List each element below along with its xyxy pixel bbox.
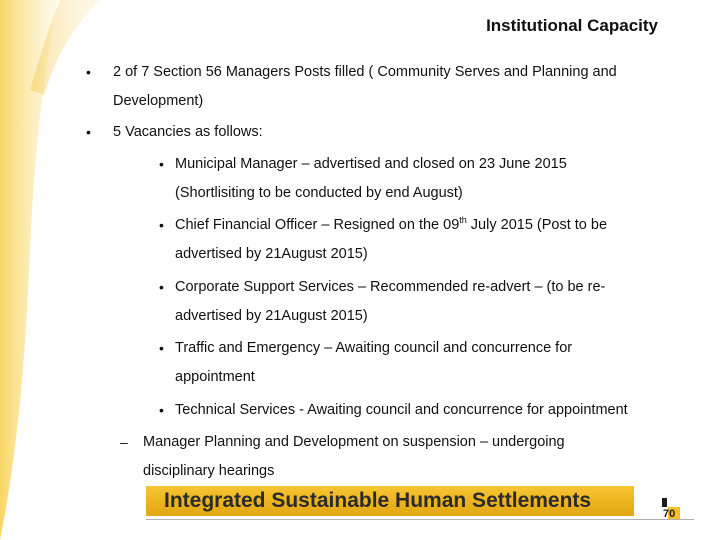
sub-bullet-text: Municipal Manager – advertised and closed on 23 June 2015 (175, 156, 567, 172)
sub-bullet-marker: • (159, 217, 164, 233)
sub-bullet-text: advertised by 21August 2015) (175, 308, 368, 324)
sub-bullet-text: advertised by 21August 2015) (175, 246, 368, 262)
sub-bullet-text: (Shortlisiting to be conducted by end August) (175, 185, 463, 201)
footer-divider (146, 519, 694, 520)
footer-marker-icon (662, 498, 667, 507)
bullet-marker: • (86, 64, 91, 80)
sub-bullet-text: Technical Services - Awaiting council and concurrence for appointment (175, 402, 628, 418)
ordinal-suffix: th (459, 215, 467, 225)
dash-item-text: disciplinary hearings (143, 463, 275, 479)
sub-bullet-marker: • (159, 402, 164, 418)
footer-banner-text: Integrated Sustainable Human Settlements (164, 489, 592, 512)
page-number: 70 (663, 508, 676, 520)
sub-bullet-marker: • (159, 156, 164, 172)
bullet-text: 5 Vacancies as follows: (113, 124, 263, 140)
decorative-swoosh (0, 0, 110, 540)
sub-bullet-text: Corporate Support Services – Recommended re-advert – (to be re- (175, 279, 606, 295)
dash-item-text: Manager Planning and Development on suspension – undergoing (143, 434, 565, 450)
sub-bullet-marker: • (159, 279, 164, 295)
slide-title: Institutional Capacity (486, 16, 658, 35)
sub-bullet-marker: • (159, 340, 164, 356)
dash-marker: – (120, 434, 128, 450)
sub-bullet-text-pre: Chief Financial Officer – Resigned on the 09 (175, 217, 460, 233)
bullet-text: 2 of 7 Section 56 Managers Posts filled ( Community Serves and Planning and (113, 64, 617, 80)
sub-bullet-text: Traffic and Emergency – Awaiting council and concurrence for (175, 340, 573, 356)
sub-bullet-text-post: July 2015 (Post to be (466, 217, 608, 233)
sub-bullet-text: appointment (175, 369, 255, 385)
sub-bullet-text (175, 216, 607, 234)
bullet-marker: • (86, 124, 91, 140)
bullet-text: Development) (113, 93, 204, 109)
